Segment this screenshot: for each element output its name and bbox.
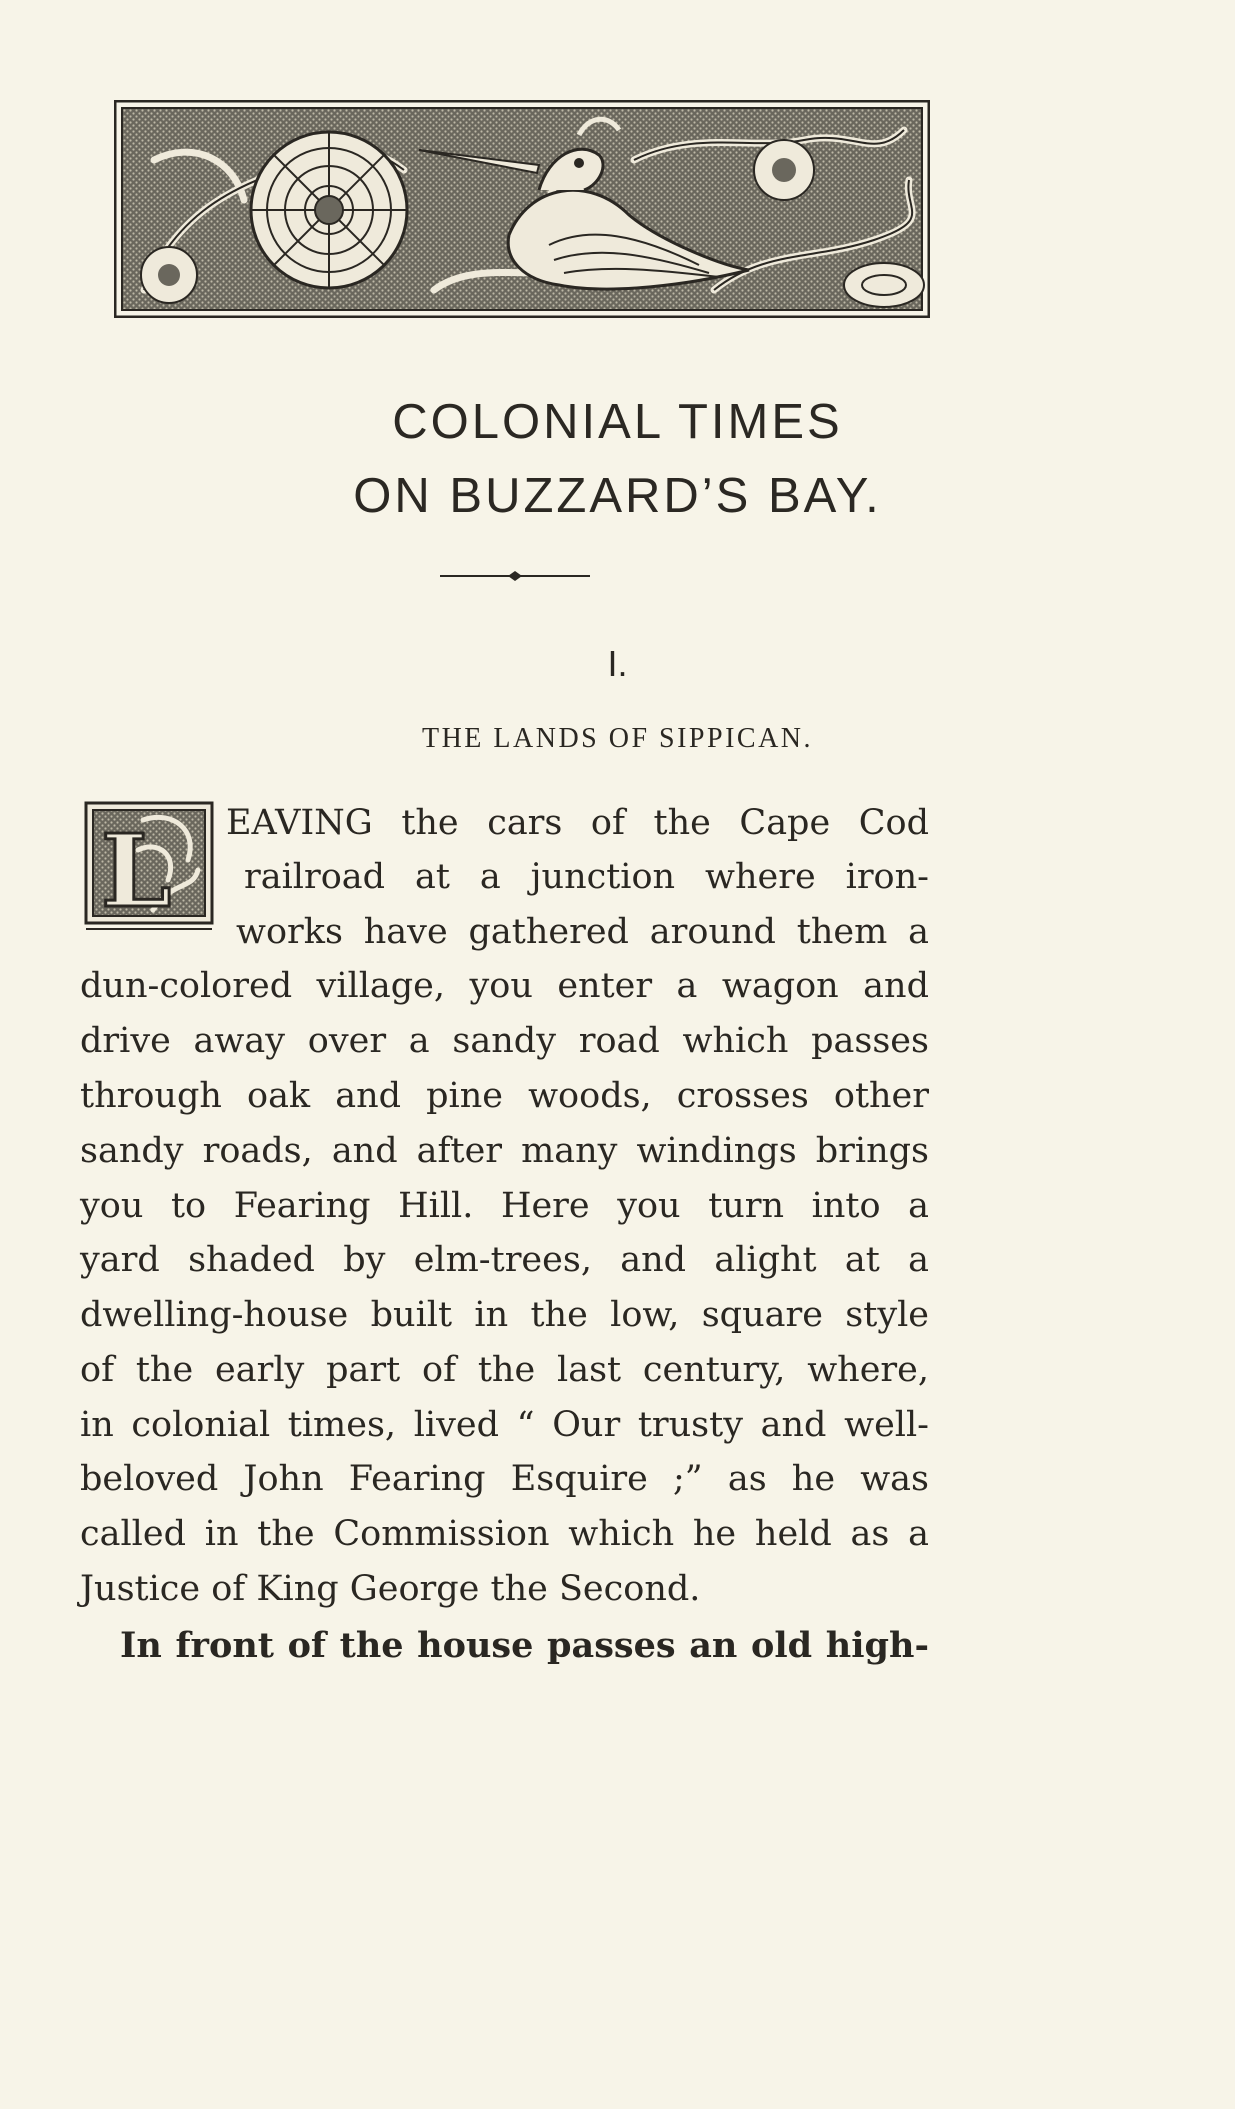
text-line: you to Fearing Hill. Here you turn into a bbox=[80, 1186, 929, 1226]
text-line: sandy roads, and after many windings brings bbox=[80, 1131, 929, 1171]
text-line: of the early part of the last century, where, bbox=[80, 1350, 929, 1390]
text-line: EAVING the cars of the Cape Cod bbox=[226, 803, 929, 843]
decorative-rule bbox=[440, 570, 590, 582]
text-line: In front of the house passes an old high- bbox=[120, 1625, 929, 1666]
text-line: works have gathered around them a bbox=[236, 912, 929, 952]
ornamental-headpiece bbox=[114, 100, 930, 318]
text-line: railroad at a junction where iron- bbox=[244, 857, 929, 897]
text-line: beloved John Fearing Esquire ;” as he was bbox=[80, 1459, 929, 1499]
text-line: yard shaded by elm-trees, and alight at a bbox=[80, 1240, 929, 1280]
text-line: dwelling-house built in the low, square style bbox=[80, 1295, 929, 1335]
chapter-heading: THE LANDS OF SIPPICAN. bbox=[421, 723, 814, 754]
text-line: Justice of King George the Second. bbox=[80, 1569, 701, 1609]
drop-cap-ornament bbox=[83, 800, 215, 932]
chapter-number: I. bbox=[607, 643, 628, 684]
text-line: dun-colored village, you enter a wagon and bbox=[80, 966, 929, 1006]
text-line: through oak and pine woods, crosses other bbox=[80, 1076, 929, 1116]
book-title-line-1: COLONIAL TIMES bbox=[392, 395, 843, 449]
book-title-line-2: ON BUZZARD’S BAY. bbox=[353, 469, 882, 523]
text-line: drive away over a sandy road which passes bbox=[80, 1021, 929, 1061]
text-line: in colonial times, lived “ Our trusty and well- bbox=[80, 1405, 929, 1445]
drop-cap bbox=[83, 800, 215, 932]
text-line: called in the Commission which he held as a bbox=[80, 1514, 929, 1554]
drop-cap-letter: L bbox=[101, 812, 172, 930]
headpiece-engraving bbox=[114, 100, 930, 318]
